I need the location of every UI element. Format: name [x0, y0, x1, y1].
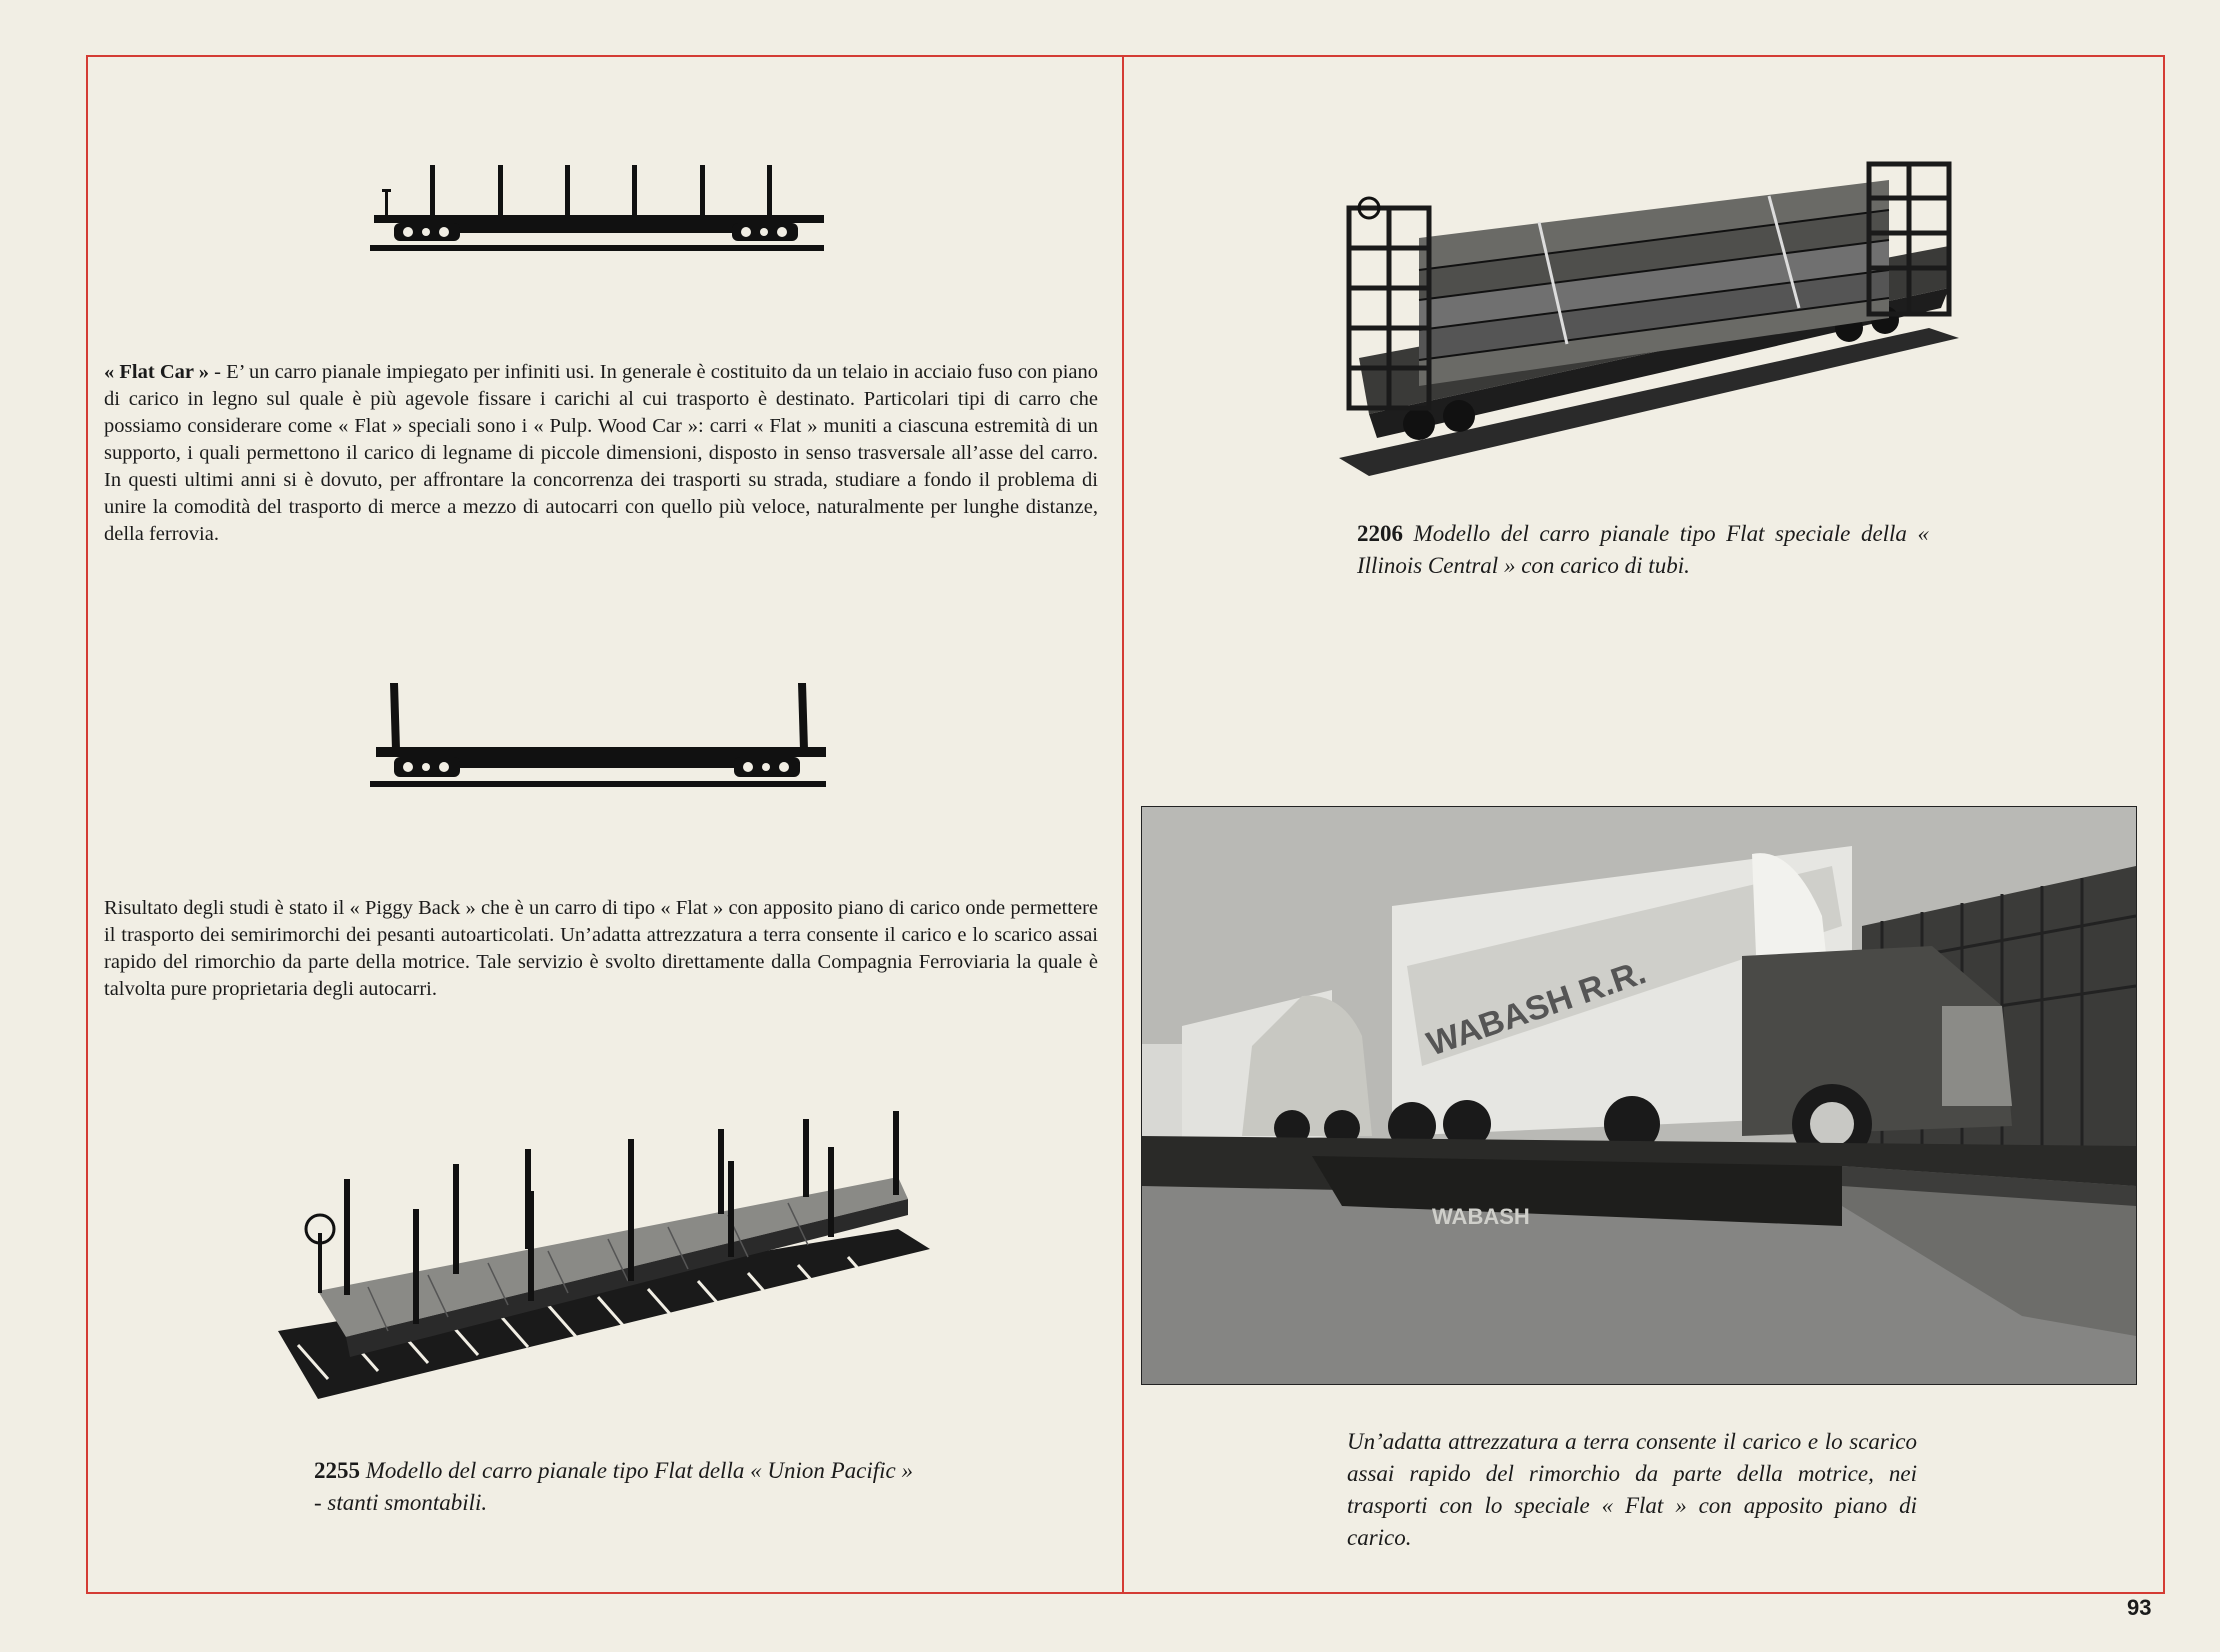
- model-2206-pipe-load-image: [1329, 158, 1969, 478]
- model-2255-flatcar-image: [258, 1109, 938, 1409]
- caption-model-2206: [1357, 518, 1929, 582]
- photo-flatcar-lettering: WABASH: [1432, 1204, 1530, 1229]
- column-divider: [1122, 55, 1124, 1594]
- paragraph-flat-car: [104, 359, 1098, 548]
- caption-2255-number: 2255: [314, 1458, 360, 1483]
- caption-photo: Un’adatta attrezzatura a terra consente il carico e lo scarico assai rapido del rimorchio da parte della motrice, nei trasporti con lo speciale « Flat » con apposito piano di carico.: [1347, 1429, 1917, 1550]
- caption-2206-number: 2206: [1357, 521, 1403, 546]
- caption-2206-text: Modello del carro pianale tipo Flat speciale della « Illinois Central » con carico di tubi.: [1357, 521, 1929, 578]
- paragraph-flat-car-text: - E’ un carro pianale impiegato per infiniti usi. In generale è costituito da un telaio in acciaio fuso con piano di carico in legno sul quale è più agevole fissare i carichi al cui trasporto è destinato. Particolari tipi di carro che possiamo considerare come « Flat » speciali sono i « Pulp. Wood Car »: carri « Flat » muniti a ciascuna estremità di un supporto, i quali permettono il carico di legname di piccole dimensioni, disposto in senso trasversale all’asse del carro. In questi ultimi anni si è dovuto, per affrontare la concorrenza dei trasporti su strada, studiare a fondo il problema di unire la comodità del trasporto di merce a mezzo di autocarri con quello più veloce, naturalmente per lunghe distanze, della ferrovia.: [104, 361, 1098, 545]
- caption-2255-text: Modello del carro pianale tipo Flat della « Union Pacific » - stanti smontabili.: [314, 1458, 913, 1515]
- pulp-wood-car-drawing: [370, 675, 830, 790]
- flat-car-stakes-drawing: [370, 160, 830, 255]
- piggy-back-loading-photo: [1141, 806, 2137, 1385]
- piggy-back-photo-scene: [1142, 807, 2136, 1384]
- page-number: 93: [2127, 1595, 2152, 1620]
- photo-trailer-lettering: WABASH R.R.: [1422, 953, 1651, 1064]
- term-flat-car: « Flat Car »: [104, 361, 209, 383]
- caption-model-2255: [314, 1455, 914, 1519]
- paragraph-piggy-back: Risultato degli studi è stato il « Piggy Back » che è un carro di tipo « Flat » con apposito piano di carico onde permettere il trasporto dei semirimorchi dei pesanti autoarticolati. Un’adatta attrezzatura a terra consente il carico e lo scarico assai rapido del rimorchio da parte della motrice. Tale servizio è svolto direttamente dalla Compagnia Ferroviaria la quale è talvolta pure proprietaria degli autocarri.: [104, 897, 1098, 1000]
